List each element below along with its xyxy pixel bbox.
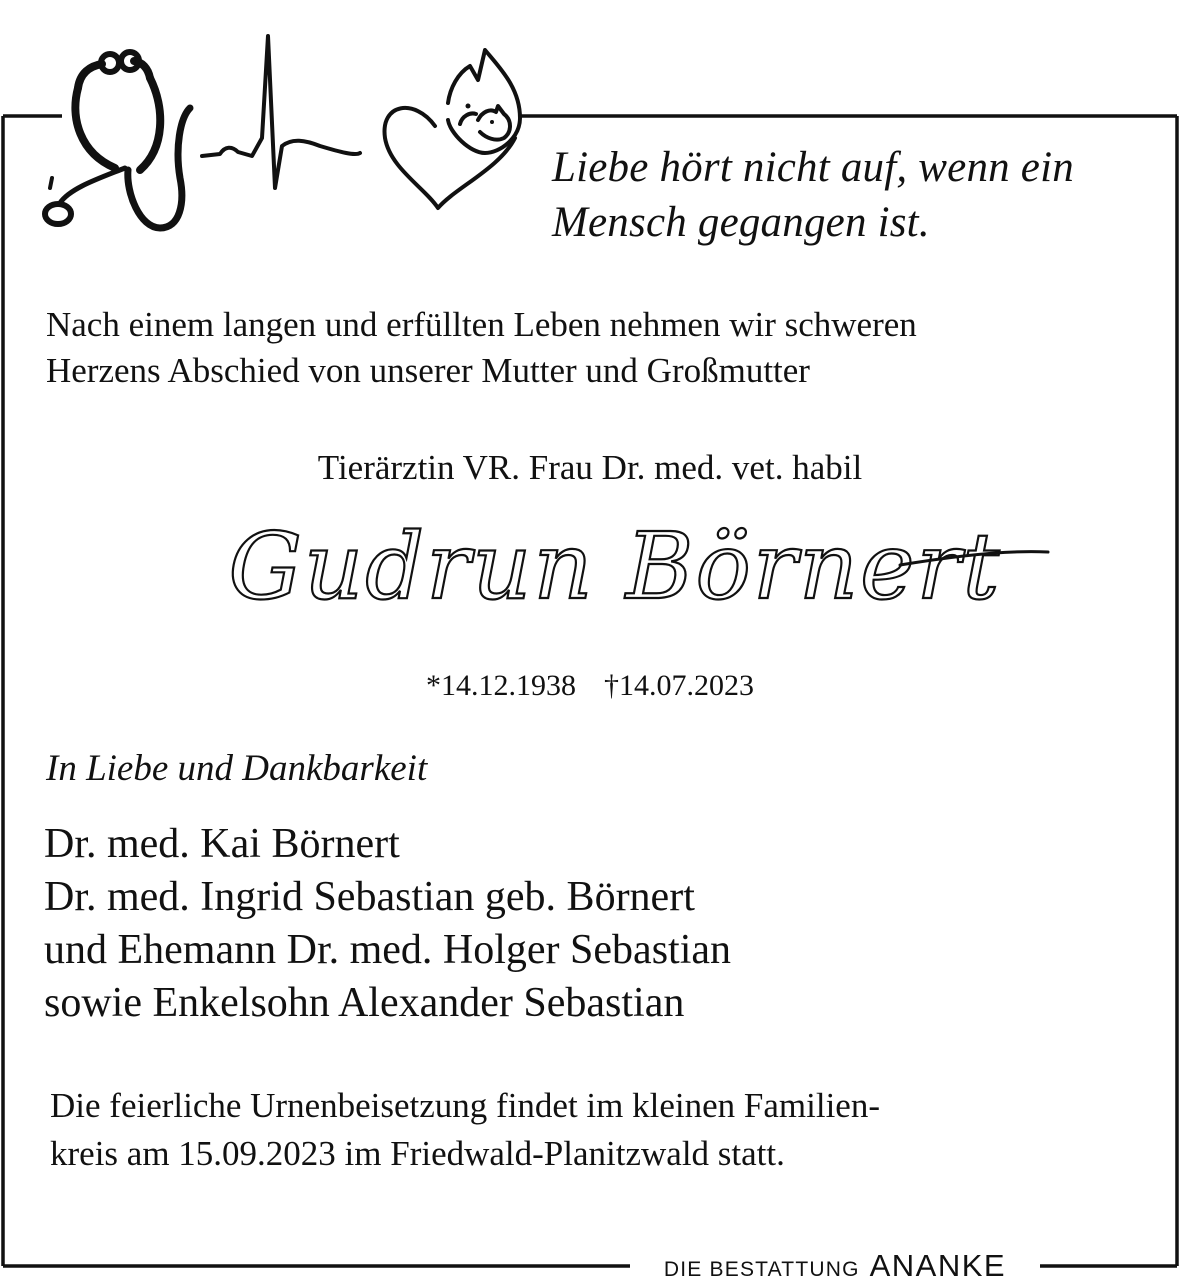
funeral-info [50, 1082, 1160, 1178]
quote-line-2: Mensch gegangen ist. [552, 199, 930, 246]
intro-line-1: Nach einem langen und erfüllten Leben nehmen wir schweren [46, 305, 917, 344]
deceased-name-script [0, 500, 1180, 670]
heartbeat-line-icon [202, 36, 360, 188]
quote-line-1: Liebe hört nicht auf, wenn ein [552, 144, 1074, 191]
funeral-info-line-1: Die feierliche Urnenbeisetzung findet im kleinen Familien- [50, 1086, 880, 1125]
death-date: †14.07.2023 [604, 669, 754, 702]
deceased-name: Gudrun Börnert [228, 513, 1002, 620]
mourner-name: Dr. med. Kai Börnert [44, 821, 400, 867]
stethoscope-icon [45, 52, 190, 228]
life-dates [0, 666, 1180, 706]
mourner-name: sowie Enkelsohn Alexander Sebastian [44, 980, 685, 1026]
header-illustration [30, 28, 530, 238]
mourner-name: und Ehemann Dr. med. Holger Sebastian [44, 927, 732, 973]
funeral-home-footer [630, 1248, 1040, 1282]
mourner-name: Dr. med. Ingrid Sebastian geb. Börnert [44, 874, 695, 920]
memorial-quote [552, 140, 1162, 250]
mourners-list [44, 818, 1154, 1030]
mourners-intro: In Liebe und Dankbarkeit [46, 748, 428, 789]
footer-label: DIE BESTATTUNG [663, 1258, 860, 1281]
footer-brand: ANANKE [869, 1248, 1007, 1283]
intro-text [46, 302, 1156, 394]
deceased-title: Tierärztin VR. Frau Dr. med. vet. habil [317, 448, 863, 487]
funeral-info-line-2: kreis am 15.09.2023 im Friedwald-Planitzwald statt. [50, 1134, 785, 1173]
intro-line-2: Herzens Abschied von unserer Mutter und Großmutter [46, 351, 810, 390]
birth-date: *14.12.1938 [426, 669, 576, 702]
heart-with-dog-and-cat-icon [385, 50, 520, 208]
